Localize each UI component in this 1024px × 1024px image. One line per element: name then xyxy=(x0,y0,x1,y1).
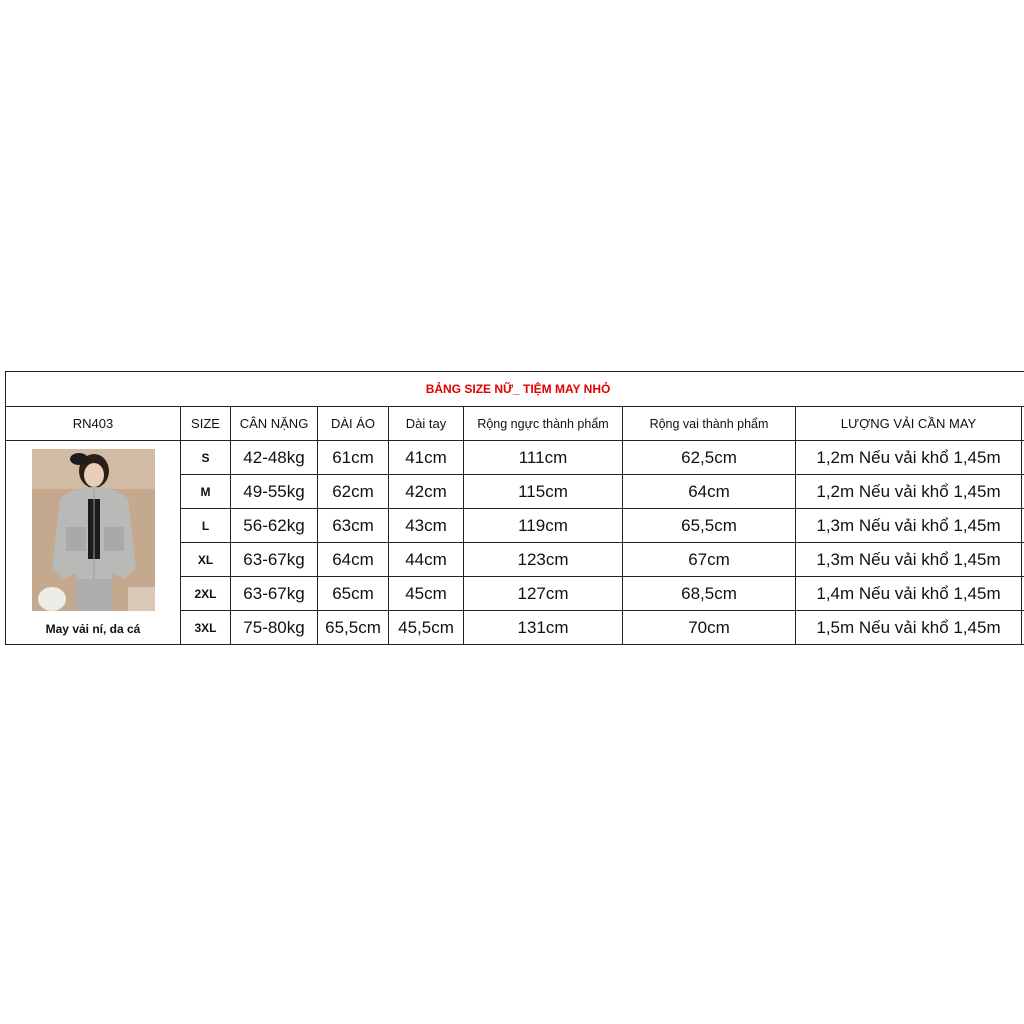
product-cell xyxy=(6,441,181,645)
shoulder-cell: 62,5cm xyxy=(623,441,796,475)
length-cell: 64cm xyxy=(318,543,389,577)
table-title: BẢNG SIZE NỮ_ TIỆM MAY NHỎ xyxy=(6,372,1024,407)
chest-cell: 127cm xyxy=(464,577,623,611)
length-cell: 61cm xyxy=(318,441,389,475)
chest-cell: 111cm xyxy=(464,441,623,475)
header-weight: CÂN NẶNG xyxy=(231,407,318,441)
shoulder-cell: 64cm xyxy=(623,475,796,509)
header-chest: Rộng ngực thành phẩm xyxy=(464,407,623,441)
header-shoulder: Rộng vai thành phẩm xyxy=(623,407,796,441)
size-chart-table xyxy=(5,371,1024,645)
sleeve-cell: 43cm xyxy=(389,509,464,543)
chest-cell: 119cm xyxy=(464,509,623,543)
fabric-cell: 1,2m Nếu vải khổ 1,45m xyxy=(796,441,1022,475)
sleeve-cell: 44cm xyxy=(389,543,464,577)
weight-cell: 56-62kg xyxy=(231,509,318,543)
size-label: 3XL xyxy=(181,611,231,645)
header-product-code: RN403 xyxy=(6,407,181,441)
table-row xyxy=(6,441,1024,475)
sleeve-cell: 45cm xyxy=(389,577,464,611)
sleeve-cell: 41cm xyxy=(389,441,464,475)
chest-cell: 123cm xyxy=(464,543,623,577)
sleeve-cell: 45,5cm xyxy=(389,611,464,645)
header-sleeve: Dài tay xyxy=(389,407,464,441)
size-label: L xyxy=(181,509,231,543)
size-label: S xyxy=(181,441,231,475)
weight-cell: 75-80kg xyxy=(231,611,318,645)
size-label: XL xyxy=(181,543,231,577)
jacket-photo-icon xyxy=(32,449,155,611)
chest-cell: 115cm xyxy=(464,475,623,509)
shoulder-cell: 68,5cm xyxy=(623,577,796,611)
header-fabric: LƯỢNG VẢI CẦN MAY xyxy=(796,407,1022,441)
weight-cell: 63-67kg xyxy=(231,543,318,577)
chest-cell: 131cm xyxy=(464,611,623,645)
shoulder-cell: 65,5cm xyxy=(623,509,796,543)
header-length: DÀI ÁO xyxy=(318,407,389,441)
weight-cell: 49-55kg xyxy=(231,475,318,509)
title-row xyxy=(6,372,1024,407)
length-cell: 63cm xyxy=(318,509,389,543)
shoulder-cell: 67cm xyxy=(623,543,796,577)
length-cell: 65,5cm xyxy=(318,611,389,645)
fabric-cell: 1,2m Nếu vải khổ 1,45m xyxy=(796,475,1022,509)
weight-cell: 63-67kg xyxy=(231,577,318,611)
size-label: 2XL xyxy=(181,577,231,611)
fabric-cell: 1,4m Nếu vải khổ 1,45m xyxy=(796,577,1022,611)
weight-cell: 42-48kg xyxy=(231,441,318,475)
length-cell: 62cm xyxy=(318,475,389,509)
shoulder-cell: 70cm xyxy=(623,611,796,645)
size-label: M xyxy=(181,475,231,509)
fabric-cell: 1,5m Nếu vải khổ 1,45m xyxy=(796,611,1022,645)
length-cell: 65cm xyxy=(318,577,389,611)
fabric-cell: 1,3m Nếu vải khổ 1,45m xyxy=(796,543,1022,577)
product-caption: May vải ní, da cá xyxy=(45,622,141,636)
fabric-cell: 1,3m Nếu vải khổ 1,45m xyxy=(796,509,1022,543)
header-size: SIZE xyxy=(181,407,231,441)
header-row xyxy=(6,407,1024,441)
sleeve-cell: 42cm xyxy=(389,475,464,509)
